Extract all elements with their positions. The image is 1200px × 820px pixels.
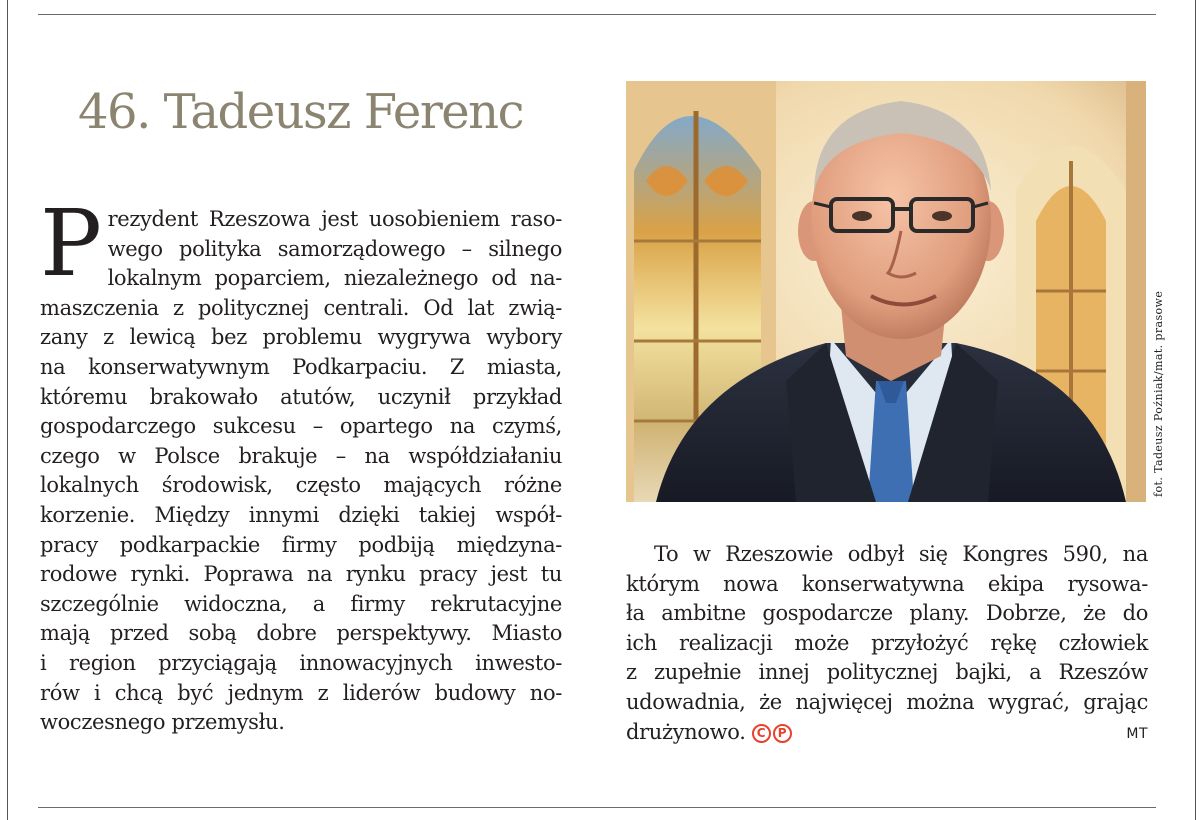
author-signature: MT — [1126, 725, 1148, 742]
page-frame-right — [1195, 0, 1196, 820]
text-line: rodowe rynki. Poprawa na rynku pracy jest tu — [40, 562, 562, 587]
text-line: woczesnego przemysłu. — [40, 710, 285, 735]
text-line: pracy podkarpackie firmy podbiją międzyna- — [40, 532, 562, 557]
portrait-photo — [626, 81, 1146, 502]
top-rule — [38, 14, 1156, 15]
text-line: któremu brakowało atutów, uczynił przykład — [40, 384, 562, 409]
left-text-column — [40, 190, 562, 738]
text-line: czego w Polsce brakuje – na współdziałaniu — [40, 443, 562, 468]
bottom-rule — [38, 807, 1156, 808]
text-line: udowadnia, że najwięcej można wygrać, grając — [626, 689, 1148, 714]
text-line: ich realizacji może przyłożyć rękę człowiek — [626, 630, 1148, 655]
text-line: lokalnym poparciem, niezależnego od na- — [107, 266, 562, 291]
text-line: mają przed sobą dobre perspektywy. Miasto — [40, 621, 562, 646]
article-title: 46. Tadeusz Ferenc — [78, 84, 523, 140]
portrait-illustration — [626, 81, 1146, 502]
copyright-c-icon: C — [752, 724, 771, 743]
text-line: z zupełnie innej politycznej bajki, a Rzeszów — [626, 660, 1148, 685]
text-line: na konserwatywnym Podkarpaciu. Z miasta, — [40, 354, 562, 379]
text-line: lokalnych środowisk, często mających różne — [40, 473, 562, 498]
text-line: ła ambitne gospodarcze plany. Dobrze, że do — [626, 601, 1148, 626]
photo-credit: fot. Tadeusz Poźniak/mat. prasowe — [1152, 290, 1165, 497]
text-line: rów i chcą być jednym z liderów budowy no- — [40, 680, 562, 705]
cp-icons — [752, 718, 794, 748]
right-text-column — [626, 540, 1148, 749]
text-line: rezydent Rzeszowa jest uosobieniem raso- — [107, 207, 562, 231]
text-line: zany z lewicą bez problemu wygrywa wybory — [40, 325, 562, 350]
text-line: To w Rzeszowie odbył się Kongres 590, na — [654, 542, 1148, 566]
text-line: korzenie. Między innymi dzięki takiej współ- — [40, 502, 562, 527]
copyright-p-icon: P — [773, 724, 792, 743]
text-line: i region przyciągają innowacyjnych inwesto- — [40, 650, 562, 675]
text-line: wego polityka samorządowego – silnego — [107, 236, 562, 261]
text-line: którym nowa konserwatywna ekipa rysowa- — [626, 571, 1148, 596]
drop-cap: P — [40, 190, 102, 297]
text-line: maszczenia z politycznej centrali. Od lat zwią- — [40, 295, 562, 320]
text-line: szczególnie widoczna, a firmy rekrutacyjne — [40, 591, 562, 616]
text-line: drużynowo. — [626, 719, 746, 744]
text-line: gospodarczego sukcesu – opartego na czymś, — [40, 414, 562, 439]
last-line — [626, 718, 1148, 748]
page-frame-left — [7, 0, 8, 820]
